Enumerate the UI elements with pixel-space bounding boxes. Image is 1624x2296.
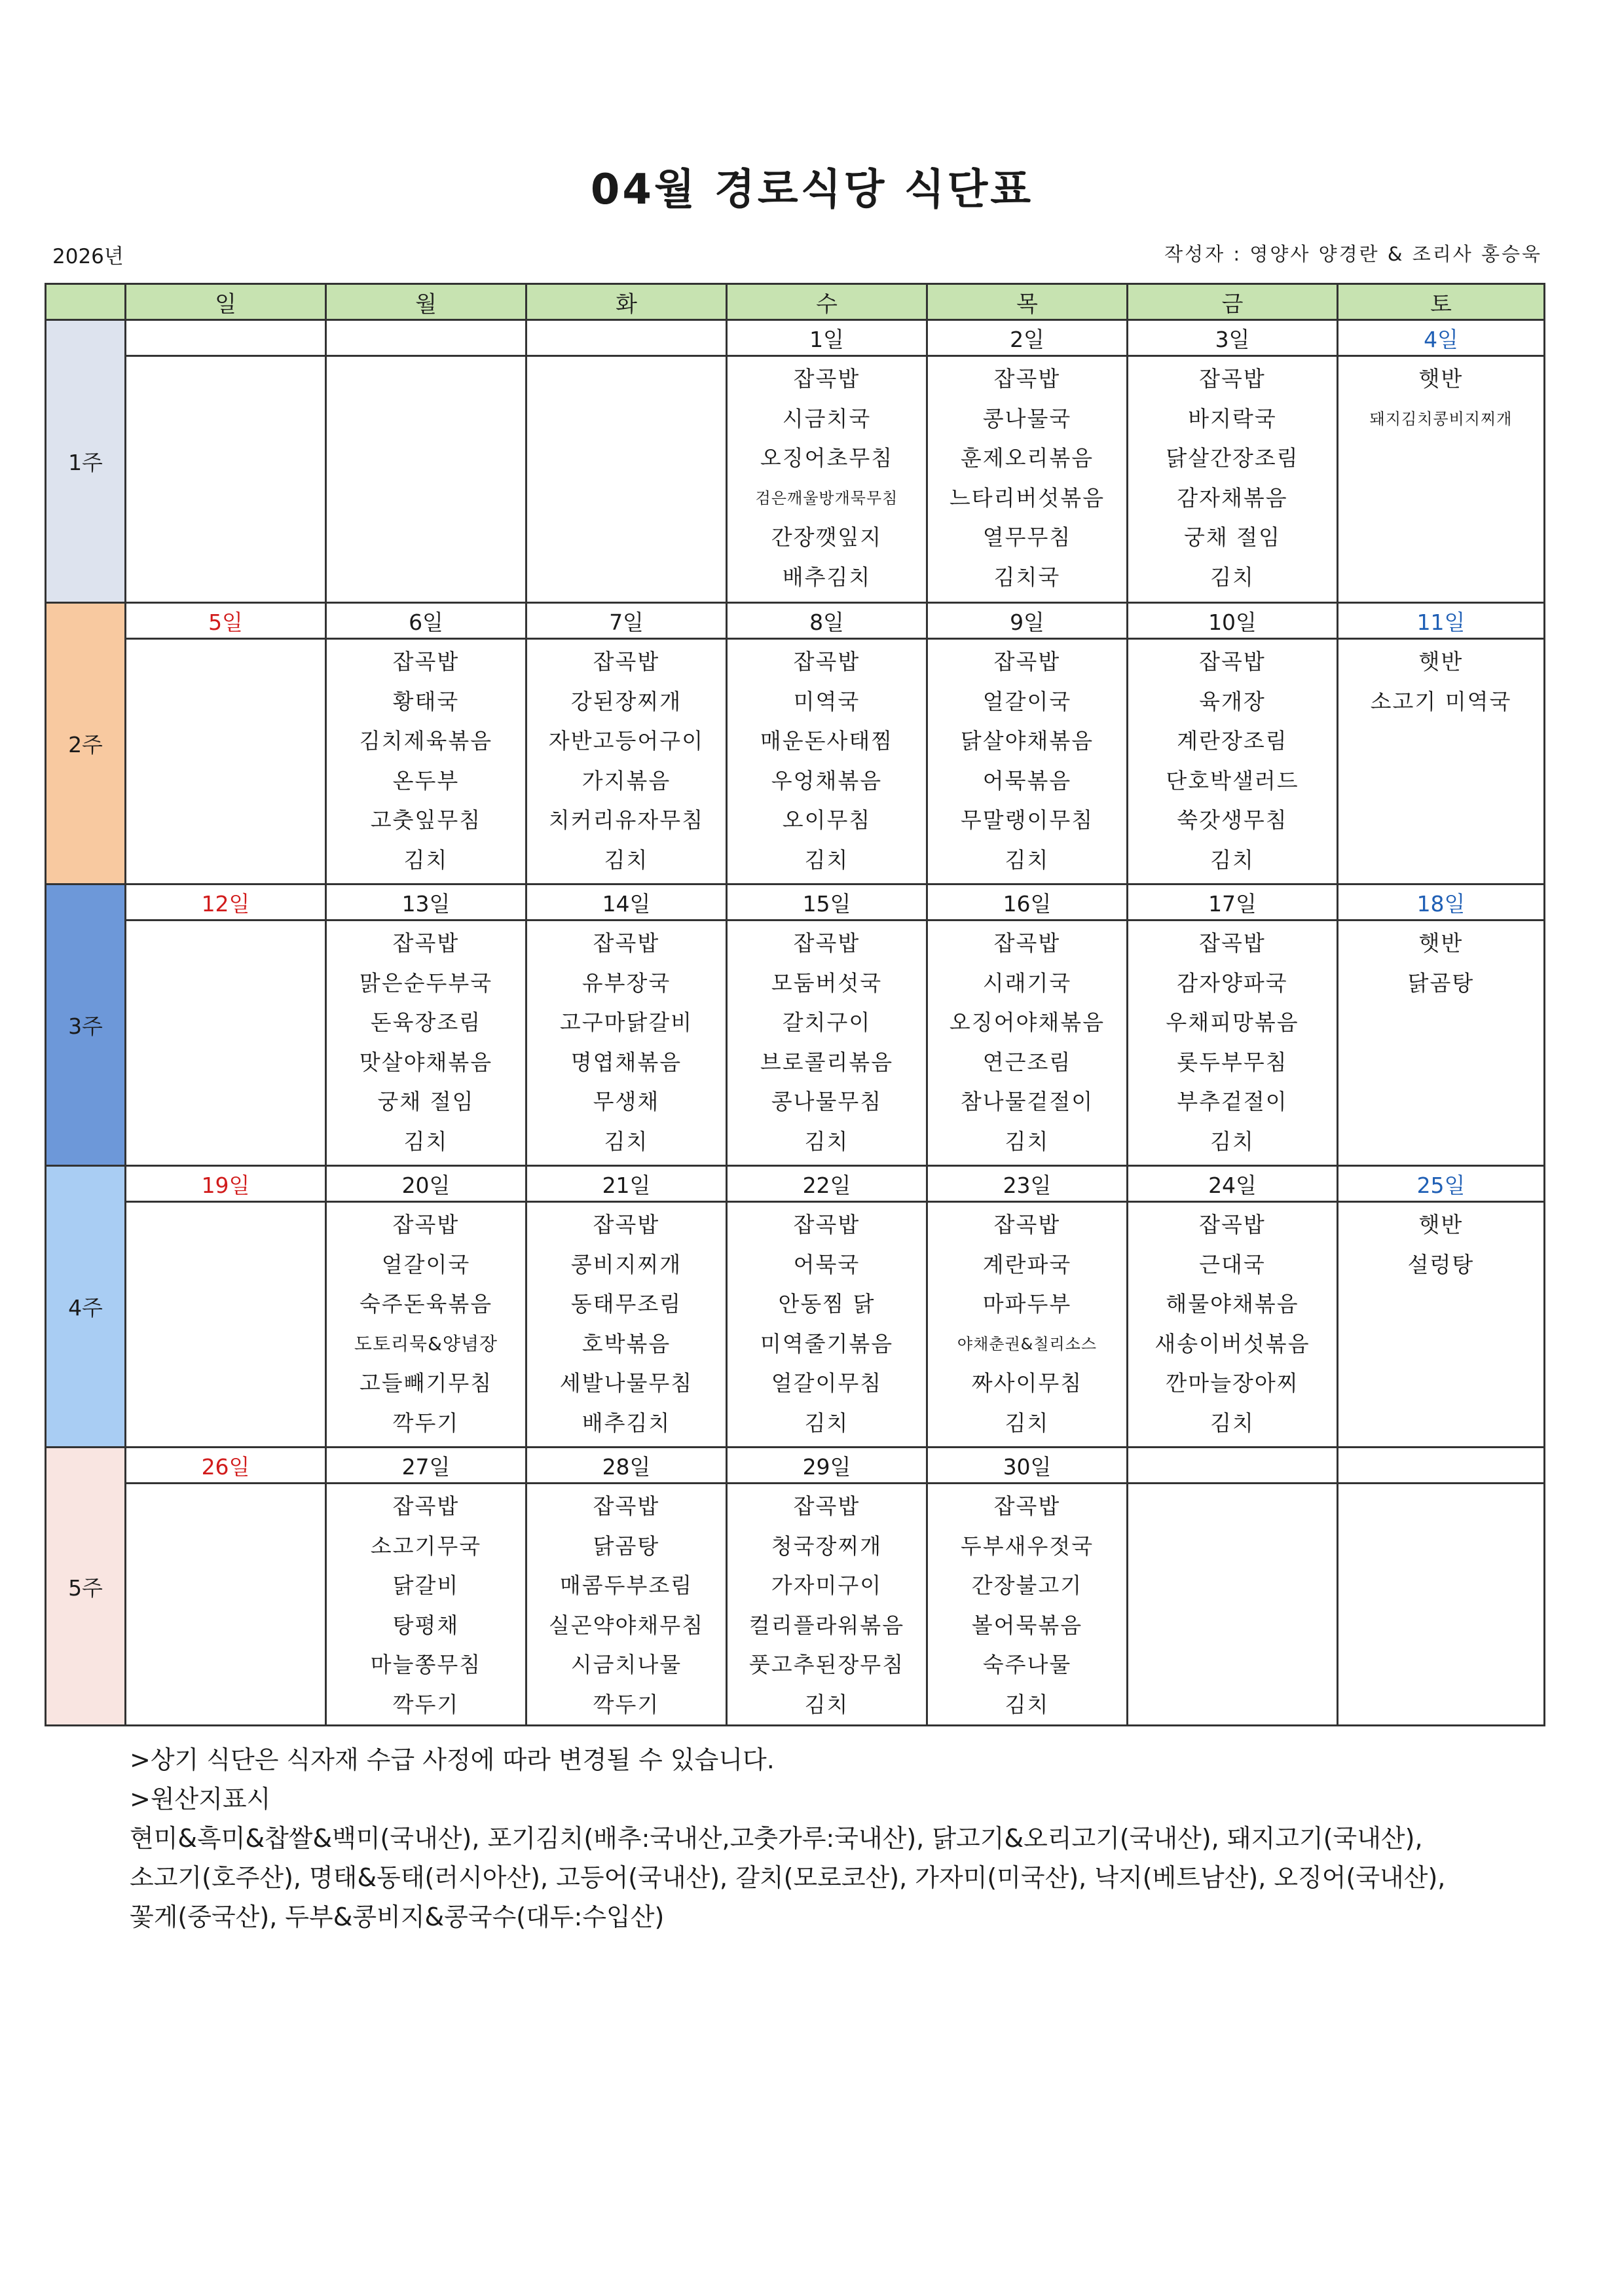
menu-cell (727, 920, 927, 1166)
menu-item: 유부장국 (581, 970, 671, 996)
menu-item: 쑥갓생무침 (1177, 807, 1288, 833)
menu-item: 가자미구이 (771, 1573, 883, 1598)
menu-item: 가지볶음 (581, 767, 671, 793)
day-header-wed: 수 (727, 284, 927, 320)
menu-item: 계란파국 (982, 1251, 1072, 1277)
date-cell: 29일 (727, 1448, 927, 1484)
day-header-row (46, 284, 1545, 320)
date-cell: 20일 (326, 1166, 526, 1202)
menu-cell (326, 1484, 526, 1726)
menu-cell (1338, 1202, 1545, 1448)
menu-item: 햇반 (1418, 649, 1464, 674)
date-cell (1128, 1448, 1338, 1484)
menu-item: 육개장 (1199, 688, 1266, 714)
date-cell: 9일 (927, 603, 1128, 639)
date-cell: 26일 (126, 1448, 326, 1484)
date-cell: 7일 (526, 603, 727, 639)
menu-item: 닭곰탕 (1407, 970, 1475, 996)
date-cell (526, 320, 727, 356)
menu-item: 간장불고기 (971, 1573, 1083, 1598)
menu-item: 김치 (1210, 847, 1255, 873)
date-row (46, 1448, 1545, 1484)
menu-item: 궁채 절임 (377, 1089, 475, 1114)
menu-item: 무생채 (593, 1089, 660, 1114)
menu-item: 얼갈이국 (982, 688, 1072, 714)
menu-item: 탕평채 (392, 1612, 460, 1638)
menu-item: 잡곡밥 (593, 1212, 660, 1237)
menu-item: 볼어묵볶음 (971, 1612, 1083, 1638)
menu-item: 잡곡밥 (1199, 366, 1266, 392)
menu-item: 풋고추된장무침 (748, 1652, 905, 1677)
menu-cell (1128, 639, 1338, 884)
menu-item: 김치 (804, 847, 849, 873)
menu-cell (526, 1202, 727, 1448)
menu-item: 숙주돈육볶음 (359, 1291, 493, 1317)
menu-item: 잡곡밥 (793, 1493, 860, 1519)
menu-item: 시래기국 (982, 970, 1072, 996)
menu-item: 온두부 (392, 767, 460, 793)
menu-cell (727, 1484, 927, 1726)
menu-item: 느타리버섯볶음 (949, 484, 1105, 511)
menu-item: 검은깨울방개묵무침 (755, 488, 898, 507)
menu-cell (927, 1202, 1128, 1448)
menu-item: 안동찜 닭 (778, 1291, 876, 1317)
date-row (46, 320, 1545, 356)
menu-item: 김치 (804, 1410, 849, 1436)
menu-item: 열무무침 (982, 524, 1072, 550)
menu-item: 훈제오리볶음 (960, 445, 1094, 471)
menu-cell (1128, 1484, 1338, 1726)
menu-item: 맑은순두부국 (359, 970, 493, 996)
menu-cell (126, 920, 326, 1166)
menu-item: 새송이버섯볶음 (1154, 1330, 1310, 1357)
menu-cell (326, 920, 526, 1166)
menu-cell (1128, 356, 1338, 603)
menu-item: 무말랭이무침 (960, 807, 1094, 833)
menu-item: 소고기 미역국 (1370, 688, 1512, 714)
menu-cell (526, 920, 727, 1166)
menu-item: 잡곡밥 (793, 649, 860, 674)
menu-item: 소고기무국 (370, 1533, 482, 1559)
menu-item: 햇반 (1418, 366, 1464, 392)
date-row (46, 1166, 1545, 1202)
menu-item: 고들빼기무침 (359, 1370, 493, 1396)
menu-item: 숙주나물 (982, 1652, 1072, 1677)
menu-cell (1338, 356, 1545, 603)
week-label: 3주 (46, 884, 126, 1166)
menu-row (46, 639, 1545, 884)
menu-cell (126, 1202, 326, 1448)
menu-item: 야채춘권&칠리소스 (957, 1334, 1098, 1353)
menu-item: 김치 (403, 847, 449, 873)
menu-item: 배추김치 (581, 1410, 671, 1436)
menu-item: 세발나물무침 (559, 1370, 693, 1396)
menu-cell (727, 1202, 927, 1448)
menu-item: 잡곡밥 (1199, 930, 1266, 956)
menu-item: 잡곡밥 (392, 1212, 460, 1237)
week-label: 4주 (46, 1166, 126, 1448)
date-cell: 10일 (1128, 603, 1338, 639)
menu-item: 청국장찌개 (771, 1533, 883, 1559)
menu-item: 잡곡밥 (793, 1212, 860, 1237)
note-line: 현미&흑미&찹쌀&백미(국내산), 포기김치(배추:국내산,고춧가루:국내산), 닭고기&오리고기(국내산), 돼지고기(국내산), (130, 1824, 1423, 1853)
menu-row (46, 920, 1545, 1166)
menu-item: 김치제육볶음 (359, 728, 493, 754)
day-header-tue: 화 (526, 284, 727, 320)
menu-cell (1128, 920, 1338, 1166)
notes (130, 1740, 1445, 1937)
date-cell: 1일 (727, 320, 927, 356)
menu-item: 돼지김치콩비지찌개 (1369, 409, 1513, 428)
menu-table (45, 283, 1545, 1726)
date-cell: 2일 (927, 320, 1128, 356)
menu-item: 미역줄기볶음 (760, 1330, 894, 1357)
menu-cell (727, 356, 927, 603)
day-header-fri: 금 (1128, 284, 1338, 320)
menu-item: 오이무침 (782, 807, 872, 833)
date-cell: 21일 (526, 1166, 727, 1202)
date-cell: 28일 (526, 1448, 727, 1484)
menu-item: 닭곰탕 (593, 1533, 660, 1559)
note-line: >원산지표시 (130, 1785, 271, 1813)
week-label: 1주 (46, 320, 126, 603)
date-cell: 27일 (326, 1448, 526, 1484)
menu-item: 김치 (1005, 1691, 1050, 1717)
date-cell: 17일 (1128, 884, 1338, 920)
menu-item: 김치 (804, 1691, 849, 1717)
menu-item: 치커리유자무침 (548, 807, 705, 833)
menu-item: 배추김치 (782, 564, 872, 590)
menu-cell (927, 639, 1128, 884)
menu-item: 실곤약야채무침 (548, 1612, 705, 1638)
menu-item: 깍두기 (593, 1691, 660, 1717)
date-cell: 13일 (326, 884, 526, 920)
note-line: 소고기(호주산), 명태&동태(러시아산), 고등어(국내산), 갈치(모로코산), 가자미(미국산), 낙지(베트남산), 오징어(국내산), (130, 1863, 1446, 1892)
menu-item: 부추겉절이 (1177, 1089, 1288, 1114)
menu-item: 우엉채볶음 (771, 767, 883, 793)
menu-row (46, 1484, 1545, 1726)
date-cell: 15일 (727, 884, 927, 920)
menu-item: 김치 (1210, 564, 1255, 590)
date-cell: 3일 (1128, 320, 1338, 356)
menu-item: 롯두부무침 (1177, 1049, 1288, 1075)
menu-item: 두부새우젓국 (960, 1533, 1094, 1559)
menu-item: 깐마늘장아찌 (1166, 1370, 1299, 1396)
menu-cell (526, 356, 727, 603)
menu-item: 모둠버섯국 (771, 970, 883, 996)
menu-cell (1338, 920, 1545, 1166)
menu-item: 감자양파국 (1177, 970, 1288, 996)
menu-item: 매운돈사태찜 (760, 728, 894, 754)
menu-cell (927, 356, 1128, 603)
menu-cell (927, 1484, 1128, 1726)
menu-item: 오징어야채볶음 (949, 1010, 1105, 1035)
menu-item: 김치 (1005, 847, 1050, 873)
menu-cell (1338, 639, 1545, 884)
date-cell: 4일 (1338, 320, 1545, 356)
menu-item: 오징어초무침 (760, 445, 894, 471)
date-cell: 6일 (326, 603, 526, 639)
menu-item: 닭갈비 (392, 1573, 460, 1598)
menu-item: 어묵국 (793, 1251, 860, 1277)
date-cell: 5일 (126, 603, 326, 639)
menu-item: 잡곡밥 (593, 1493, 660, 1519)
author-label: 작성자 : 영양사 양경란 & 조리사 홍승욱 (1164, 243, 1542, 265)
menu-item: 갈치구이 (782, 1010, 872, 1035)
date-cell: 14일 (526, 884, 727, 920)
menu-item: 잡곡밥 (793, 930, 860, 956)
menu-cell (927, 920, 1128, 1166)
menu-cell (1338, 1484, 1545, 1726)
date-cell: 22일 (727, 1166, 927, 1202)
menu-item: 잡곡밥 (392, 930, 460, 956)
menu-item: 감자채볶음 (1177, 484, 1288, 511)
menu-cell (326, 639, 526, 884)
menu-item: 맛살야채볶음 (359, 1049, 493, 1075)
menu-item: 잡곡밥 (593, 649, 660, 674)
menu-item: 닭살야채볶음 (960, 728, 1094, 754)
menu-item: 잡곡밥 (1199, 1212, 1266, 1237)
menu-item: 도토리묵&양념장 (354, 1332, 498, 1355)
page-title: 04월 경로식당 식단표 (590, 166, 1034, 214)
date-cell: 16일 (927, 884, 1128, 920)
corner-cell (46, 284, 126, 320)
menu-item: 시금치국 (782, 405, 872, 431)
menu-item: 김치 (1210, 1410, 1255, 1436)
menu-item: 컬리플라워볶음 (748, 1612, 905, 1638)
date-cell: 24일 (1128, 1166, 1338, 1202)
menu-item: 황태국 (392, 688, 460, 714)
menu-item: 김치국 (993, 564, 1061, 590)
menu-item: 강된장찌개 (570, 688, 682, 714)
menu-item: 계란장조림 (1177, 728, 1288, 754)
menu-item: 잡곡밥 (593, 930, 660, 956)
menu-item: 매콤두부조림 (559, 1573, 693, 1598)
date-cell: 11일 (1338, 603, 1545, 639)
menu-item: 고춧잎무침 (370, 807, 482, 833)
menu-item: 돈육장조림 (370, 1010, 482, 1035)
date-cell: 18일 (1338, 884, 1545, 920)
week-label: 2주 (46, 603, 126, 884)
day-header-thu: 목 (927, 284, 1128, 320)
menu-item: 연근조림 (982, 1049, 1072, 1075)
menu-item: 궁채 절임 (1183, 524, 1281, 550)
date-row (46, 603, 1545, 639)
menu-item: 바지락국 (1188, 405, 1277, 431)
menu-cell (126, 1484, 326, 1726)
menu-item: 콩나물무침 (771, 1089, 883, 1114)
menu-item: 우채피망볶음 (1166, 1010, 1299, 1035)
menu-item: 잡곡밥 (1199, 649, 1266, 674)
menu-item: 콩나물국 (982, 405, 1072, 431)
year-label: 2026년 (52, 245, 124, 268)
menu-item: 잡곡밥 (793, 366, 860, 392)
menu-item: 브로콜리볶음 (760, 1049, 894, 1075)
week-label: 5주 (46, 1448, 126, 1726)
menu-item: 마파두부 (982, 1291, 1072, 1317)
day-header-mon: 월 (326, 284, 526, 320)
menu-cell (526, 639, 727, 884)
menu-item: 햇반 (1418, 930, 1464, 956)
menu-item: 김치 (604, 847, 649, 873)
menu-cell (126, 356, 326, 603)
menu-cell (526, 1484, 727, 1726)
menu-item: 닭살간장조림 (1166, 445, 1299, 471)
date-cell: 23일 (927, 1166, 1128, 1202)
menu-cell (126, 639, 326, 884)
menu-item: 설렁탕 (1407, 1251, 1475, 1277)
day-header-sun: 일 (126, 284, 326, 320)
date-cell (126, 320, 326, 356)
menu-item: 잡곡밥 (993, 649, 1061, 674)
menu-item: 자반고등어구이 (548, 728, 705, 754)
menu-item: 잡곡밥 (993, 1493, 1061, 1519)
menu-row (46, 356, 1545, 603)
menu-item: 시금치나물 (570, 1652, 682, 1677)
menu-item: 햇반 (1418, 1212, 1464, 1237)
date-cell (326, 320, 526, 356)
menu-item: 깍두기 (392, 1691, 460, 1717)
date-cell: 8일 (727, 603, 927, 639)
menu-item: 김치 (403, 1128, 449, 1154)
menu-item: 호박볶음 (581, 1330, 671, 1357)
menu-item: 간장깻잎지 (771, 524, 883, 550)
menu-item: 김치 (804, 1128, 849, 1154)
menu-item: 잡곡밥 (993, 930, 1061, 956)
menu-item: 명엽채볶음 (570, 1049, 682, 1075)
menu-item: 잡곡밥 (392, 1493, 460, 1519)
date-cell: 19일 (126, 1166, 326, 1202)
menu-item: 김치 (1210, 1128, 1255, 1154)
menu-item: 근대국 (1199, 1251, 1266, 1277)
menu-item: 참나물겉절이 (960, 1089, 1094, 1114)
day-header-sat: 토 (1338, 284, 1545, 320)
menu-item: 잡곡밥 (993, 366, 1061, 392)
note-line: 꽃게(중국산), 두부&콩비지&콩국수(대두:수입산) (130, 1903, 665, 1931)
menu-item: 마늘쫑무침 (370, 1652, 482, 1677)
menu-item: 미역국 (793, 688, 860, 714)
menu-item: 김치 (604, 1128, 649, 1154)
menu-item: 얼갈이무침 (771, 1370, 883, 1396)
menu-item: 단호박샐러드 (1166, 767, 1299, 793)
menu-item: 얼갈이국 (381, 1251, 471, 1277)
date-cell: 25일 (1338, 1166, 1545, 1202)
menu-item: 김치 (1005, 1128, 1050, 1154)
menu-item: 잡곡밥 (993, 1212, 1061, 1237)
date-cell (1338, 1448, 1545, 1484)
menu-item: 해물야채볶음 (1166, 1291, 1299, 1317)
date-row (46, 884, 1545, 920)
menu-item: 짜사이무침 (971, 1370, 1083, 1396)
date-cell: 12일 (126, 884, 326, 920)
menu-item: 고구마닭갈비 (559, 1010, 693, 1035)
menu-item: 동태무조림 (570, 1291, 682, 1317)
menu-cell (326, 1202, 526, 1448)
menu-item: 김치 (1005, 1410, 1050, 1436)
menu-item: 잡곡밥 (392, 649, 460, 674)
menu-item: 깍두기 (392, 1410, 460, 1436)
menu-cell (326, 356, 526, 603)
menu-cell (1128, 1202, 1338, 1448)
menu-row (46, 1202, 1545, 1448)
date-cell: 30일 (927, 1448, 1128, 1484)
menu-item: 콩비지찌개 (570, 1251, 682, 1277)
menu-cell (727, 639, 927, 884)
menu-item: 어묵볶음 (982, 767, 1072, 793)
note-line: >상기 식단은 식자재 수급 사정에 따라 변경될 수 있습니다. (130, 1745, 775, 1774)
